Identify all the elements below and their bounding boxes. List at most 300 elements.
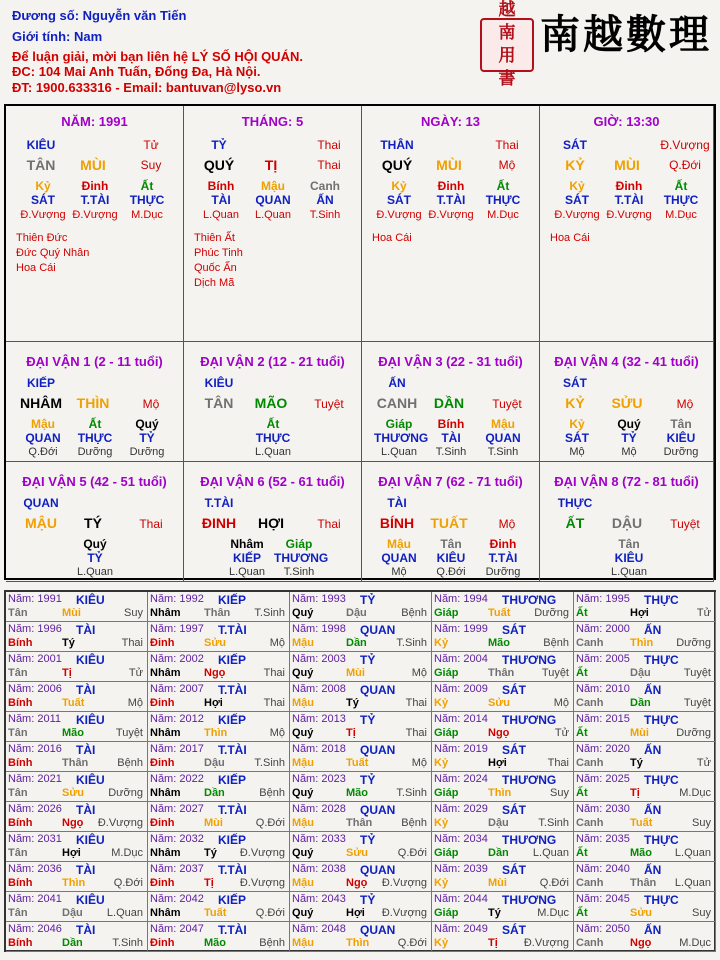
year-label: Năm: 2001	[8, 653, 62, 665]
year-stem: Mậu	[292, 697, 314, 709]
hidden-state: Đ.Vượng	[428, 209, 474, 221]
dai-van-stem: ĐINH	[201, 515, 237, 531]
dv-hidden-state: Mộ	[621, 446, 637, 458]
year-cell	[6, 652, 148, 682]
dv-hidden-stem: Đinh	[489, 537, 517, 551]
year-cell	[574, 712, 716, 742]
pillar-cell	[6, 106, 184, 342]
dai-van-ten-god: QUAN	[23, 496, 59, 510]
year-cell	[290, 922, 432, 952]
year-cell	[148, 622, 290, 652]
year-stem: Đinh	[150, 757, 175, 769]
year-cell	[290, 832, 432, 862]
year-ten-god: ẤN	[644, 923, 662, 937]
stem-state: Tử	[143, 138, 159, 152]
year-branch: Dần	[62, 937, 83, 949]
dai-van-ten-god: ẤN	[388, 376, 406, 390]
year-stem: Kỷ	[434, 697, 449, 709]
year-cell	[574, 892, 716, 922]
year-label: Năm: 2020	[576, 743, 630, 755]
year-branch: Tị	[630, 787, 640, 799]
year-stem: Tân	[8, 847, 28, 859]
hidden-stem: Đinh	[81, 179, 109, 193]
dai-van-stem: NHÂM	[20, 395, 62, 411]
dv-hidden-stem: Giáp	[385, 417, 413, 431]
hidden-ten-god: SÁT	[387, 193, 411, 207]
dv-hidden-state: Dưỡng	[485, 566, 521, 578]
year-state: Thai	[263, 667, 285, 679]
year-cell	[290, 652, 432, 682]
year-ten-god: TÀI	[76, 863, 96, 877]
year-cell	[432, 682, 574, 712]
hidden-state: M.Dục	[665, 209, 697, 221]
year-label: Năm: 1995	[576, 593, 630, 605]
dai-van-branch: SỬU	[611, 395, 643, 411]
year-stem: Đinh	[150, 637, 175, 649]
year-branch: Mão	[62, 727, 84, 739]
year-ten-god: THỰC	[644, 833, 679, 847]
year-state: L.Quan	[106, 907, 143, 919]
year-branch: Hợi	[62, 847, 81, 859]
hidden-stem: Đinh	[615, 179, 643, 193]
year-label: Năm: 2049	[434, 923, 488, 935]
year-stem: Bính	[8, 637, 33, 649]
year-ten-god: KIÊU	[76, 653, 105, 667]
chart-grid	[4, 104, 716, 580]
year-ten-god: QUAN	[360, 923, 396, 937]
hidden-ten-god: SÁT	[31, 193, 55, 207]
year-ten-god: ẤN	[644, 743, 662, 757]
year-branch: Dần	[488, 847, 509, 859]
year-stem: Ất	[576, 607, 588, 619]
year-cell	[432, 742, 574, 772]
year-branch: Mùi	[488, 877, 507, 889]
year-cell	[574, 922, 716, 952]
pillar-cell	[540, 106, 714, 342]
dv-hidden-state: Q.Đới	[28, 446, 58, 458]
year-label: Năm: 1997	[150, 623, 204, 635]
year-stem: Giáp	[434, 607, 459, 619]
year-stem: Mậu	[292, 817, 314, 829]
dv-hidden-state: Dưỡng	[663, 446, 699, 458]
dv-hidden-ten-god: THỰC	[77, 431, 113, 445]
year-stem: Đinh	[150, 877, 175, 889]
dv-hidden-ten-god: KIÊU	[436, 551, 466, 565]
hidden-ten-god: T.TÀI	[614, 193, 644, 207]
dai-van-state: Tuyệt	[314, 397, 344, 411]
branch-state: Q.Đới	[669, 158, 701, 172]
year-branch: Tý	[630, 757, 643, 769]
dv-hidden-stem: Quý	[135, 417, 159, 431]
year-ten-god: THƯƠNG	[502, 713, 557, 727]
dai-van-branch: HỢI	[258, 515, 284, 531]
year-cell	[290, 802, 432, 832]
dai-van-state: Thai	[139, 517, 163, 531]
year-ten-god: SÁT	[502, 863, 526, 877]
year-state: Dưỡng	[676, 637, 711, 649]
year-label: Năm: 1999	[434, 623, 488, 635]
year-state: Suy	[692, 817, 711, 829]
year-ten-god: KIẾP	[218, 653, 247, 667]
seal-stamp: 越 南 用 書	[480, 18, 534, 72]
hidden-ten-god: SÁT	[565, 193, 589, 207]
year-label: Năm: 2029	[434, 803, 488, 815]
year-branch: Tý	[204, 847, 217, 859]
year-ten-god: KIẾP	[218, 773, 247, 787]
year-cell	[6, 622, 148, 652]
dv-hidden-state: Mộ	[569, 446, 585, 458]
year-cell	[148, 832, 290, 862]
dai-van-stem: BÍNH	[379, 515, 415, 531]
year-state: Đ.Vượng	[523, 937, 569, 949]
year-cell	[290, 892, 432, 922]
year-cell	[148, 892, 290, 922]
year-stem: Canh	[576, 937, 604, 949]
year-state: Thai	[263, 697, 285, 709]
dai-van-cell	[6, 342, 184, 462]
dv-hidden-stem: Kỷ	[569, 417, 585, 431]
year-ten-god: THỰC	[644, 893, 679, 907]
year-ten-god: QUAN	[360, 803, 396, 817]
year-cell	[148, 802, 290, 832]
year-branch: Dần	[204, 787, 225, 799]
year-ten-god: KIÊU	[76, 773, 105, 787]
year-ten-god: THỰC	[644, 773, 679, 787]
year-cell	[432, 922, 574, 952]
dv-hidden-stem: Tân	[440, 537, 462, 551]
dai-van-title: ĐẠI VẬN 1 (2 - 11 tuổi)	[26, 354, 163, 369]
dai-van-state: Tuyệt	[492, 397, 522, 411]
year-label: Năm: 2019	[434, 743, 488, 755]
hidden-state: M.Dục	[487, 209, 519, 221]
year-ten-god: T.TÀI	[218, 863, 247, 877]
year-state: Mộ	[411, 667, 427, 679]
special-star: Dịch Mã	[194, 277, 235, 289]
dv-hidden-stem: Ất	[266, 417, 280, 431]
year-ten-god: SÁT	[502, 803, 526, 817]
dai-van-cell	[6, 462, 184, 582]
year-state: Mộ	[269, 727, 285, 739]
year-state: Tuyệt	[115, 727, 143, 739]
year-label: Năm: 2041	[8, 893, 62, 905]
year-cell	[574, 802, 716, 832]
year-stem: Mậu	[292, 877, 314, 889]
year-label: Năm: 2040	[576, 863, 630, 875]
year-ten-god: SÁT	[502, 623, 526, 637]
year-branch: Mùi	[204, 817, 223, 829]
year-ten-god: TỶ	[360, 833, 376, 847]
pillar-cell	[362, 106, 540, 342]
year-state: T.Sinh	[254, 757, 285, 769]
hidden-ten-god: T.TÀI	[80, 193, 110, 207]
heavenly-stem: QUÝ	[381, 157, 413, 173]
year-label: Năm: 2043	[292, 893, 346, 905]
year-label: Năm: 2016	[8, 743, 62, 755]
year-stem: Ất	[576, 907, 588, 919]
year-label: Năm: 2007	[150, 683, 204, 695]
year-branch: Ngọ	[62, 817, 84, 829]
ten-god-stem: THÂN	[380, 138, 414, 152]
year-cell	[574, 862, 716, 892]
year-branch: Thân	[204, 607, 231, 619]
year-state: Mộ	[553, 697, 569, 709]
hidden-ten-god: ẤN	[316, 193, 334, 207]
dai-van-stem: CANH	[376, 395, 418, 411]
year-label: Năm: 2036	[8, 863, 62, 875]
year-cell	[6, 862, 148, 892]
year-ten-god: T.TÀI	[218, 623, 247, 637]
year-ten-god: SÁT	[502, 743, 526, 757]
gender: Giới tính: Nam	[12, 29, 103, 44]
dv-hidden-state: Dưỡng	[77, 446, 113, 458]
year-label: Năm: 2030	[576, 803, 630, 815]
year-cell	[148, 652, 290, 682]
dai-van-title: ĐẠI VẬN 3 (22 - 31 tuổi)	[378, 354, 523, 369]
year-label: Năm: 2006	[8, 683, 62, 695]
year-stem: Kỷ	[434, 877, 449, 889]
year-state: L.Quan	[532, 847, 569, 859]
dv-hidden-ten-god: QUAN	[485, 431, 521, 445]
dai-van-stem: ẤT	[565, 515, 585, 531]
dai-van-branch: DẦN	[433, 395, 465, 411]
dai-van-cell	[362, 342, 540, 462]
dv-hidden-stem: Giáp	[285, 537, 313, 551]
year-branch: Ngọ	[488, 727, 510, 739]
year-cell	[574, 592, 716, 622]
dai-van-state: Mộ	[676, 397, 694, 411]
year-ten-god: TỶ	[360, 773, 376, 787]
year-ten-god: THỰC	[644, 593, 679, 607]
year-cell	[6, 922, 148, 952]
year-state: Suy	[692, 907, 711, 919]
year-ten-god: TÀI	[76, 683, 96, 697]
year-stem: Kỷ	[434, 757, 449, 769]
dai-van-branch: THÌN	[76, 395, 110, 411]
year-label: Năm: 2022	[150, 773, 204, 785]
hidden-state: T.Sinh	[309, 209, 341, 221]
year-cell	[432, 862, 574, 892]
dv-hidden-ten-god: KIẾP	[232, 551, 261, 565]
year-branch: Sửu	[62, 787, 85, 799]
dai-van-stem: TÂN	[204, 395, 234, 411]
year-stem: Tân	[8, 787, 28, 799]
year-branch: Thân	[488, 667, 515, 679]
year-state: Dưỡng	[676, 727, 711, 739]
dv-hidden-stem: Tân	[618, 537, 640, 551]
hidden-stem: Kỷ	[35, 179, 51, 193]
dv-hidden-stem: Nhâm	[230, 537, 264, 551]
dv-hidden-ten-god: TỶ	[621, 431, 637, 445]
year-label: Năm: 2033	[292, 833, 346, 845]
hidden-stem: Bính	[207, 179, 235, 193]
year-state: Mộ	[127, 697, 143, 709]
dai-van-cell	[184, 462, 362, 582]
year-label: Năm: 2039	[434, 863, 488, 875]
year-ten-god: T.TÀI	[218, 743, 247, 757]
year-stem: Ất	[576, 727, 588, 739]
year-label: Năm: 2017	[150, 743, 204, 755]
dai-van-ten-god: KIẾP	[26, 376, 55, 390]
dai-van-state: Mộ	[498, 517, 516, 531]
earthly-branch: MÙI	[614, 157, 640, 173]
year-label: Năm: 2032	[150, 833, 204, 845]
year-state: Q.Đới	[397, 847, 427, 859]
year-label: Năm: 2048	[292, 923, 346, 935]
dv-hidden-ten-god: THƯƠNG	[274, 551, 329, 565]
year-state: Thai	[405, 697, 427, 709]
dai-van-cell	[362, 462, 540, 582]
year-stem: Quý	[292, 727, 314, 739]
year-state: Đ.Vượng	[97, 817, 143, 829]
dv-hidden-stem: Mậu	[387, 537, 411, 551]
hidden-ten-god: TÀI	[211, 193, 231, 207]
year-cell	[290, 772, 432, 802]
heavenly-stem: TÂN	[26, 157, 56, 173]
year-stem: Tân	[8, 727, 28, 739]
year-branch: Tuất	[62, 697, 85, 709]
hidden-stem: Mậu	[261, 179, 285, 193]
year-ten-god: ẤN	[644, 683, 662, 697]
dv-hidden-ten-god: THỰC	[255, 431, 291, 445]
year-branch: Sửu	[630, 907, 653, 919]
year-stem: Quý	[292, 607, 314, 619]
dv-hidden-ten-god: SÁT	[565, 431, 589, 445]
dai-van-ten-god: KIÊU	[204, 376, 234, 390]
year-state: Mộ	[269, 637, 285, 649]
hidden-stem: Đinh	[437, 179, 465, 193]
year-ten-god: QUAN	[360, 863, 396, 877]
year-label: Năm: 1991	[8, 593, 62, 605]
dai-van-ten-god: THỰC	[557, 496, 593, 510]
dai-van-branch: TÝ	[84, 515, 102, 531]
year-label: Năm: 2009	[434, 683, 488, 695]
year-state: Q.Đới	[255, 817, 285, 829]
year-branch: Mão	[630, 847, 652, 859]
year-cell	[432, 832, 574, 862]
stem-state: Thai	[317, 138, 341, 152]
year-ten-god: KIÊU	[76, 593, 105, 607]
dv-hidden-ten-god: TÀI	[441, 431, 461, 445]
year-label: Năm: 2050	[576, 923, 630, 935]
year-state: M.Dục	[679, 937, 711, 949]
dai-van-stem: KỶ	[565, 395, 585, 411]
year-stem: Đinh	[150, 937, 175, 949]
year-branch: Mùi	[630, 727, 649, 739]
year-state: Bệnh	[259, 937, 285, 949]
ten-god-stem: TỶ	[211, 138, 227, 152]
year-ten-god: THƯƠNG	[502, 833, 557, 847]
year-label: Năm: 2012	[150, 713, 204, 725]
year-label: Năm: 2008	[292, 683, 346, 695]
year-branch: Dần	[630, 697, 651, 709]
year-ten-god: TỶ	[360, 893, 376, 907]
hidden-ten-god: THỰC	[663, 193, 699, 207]
year-state: Bệnh	[117, 757, 143, 769]
dai-van-title: ĐẠI VẬN 7 (62 - 71 tuổi)	[378, 474, 523, 489]
year-stem: Mậu	[292, 637, 314, 649]
year-label: Năm: 2035	[576, 833, 630, 845]
year-cell	[6, 742, 148, 772]
year-branch: Tị	[62, 667, 72, 679]
dai-van-state: Mộ	[142, 397, 160, 411]
year-state: M.Dục	[537, 907, 569, 919]
pillar-title: GIỜ: 13:30	[593, 114, 660, 129]
year-cell	[574, 832, 716, 862]
year-ten-god: TÀI	[76, 743, 96, 757]
year-branch: Sửu	[204, 637, 227, 649]
year-state: Đ.Vượng	[381, 877, 427, 889]
year-cell	[432, 592, 574, 622]
dai-van-title: ĐẠI VẬN 6 (52 - 61 tuổi)	[200, 474, 345, 489]
year-label: Năm: 2010	[576, 683, 630, 695]
year-state: Thai	[405, 727, 427, 739]
year-state: Q.Đới	[539, 877, 569, 889]
year-cell	[432, 622, 574, 652]
year-cell	[432, 652, 574, 682]
year-state: T.Sinh	[538, 817, 569, 829]
stem-state: Thai	[495, 138, 519, 152]
dai-van-ten-god: TÀI	[387, 496, 407, 510]
year-stem: Canh	[576, 637, 604, 649]
year-cell	[290, 622, 432, 652]
year-branch: Hợi	[488, 757, 507, 769]
year-ten-god: KIẾP	[218, 713, 247, 727]
year-label: Năm: 2018	[292, 743, 346, 755]
dai-van-branch: TUẤT	[430, 515, 468, 531]
dai-van-title: ĐẠI VẬN 4 (32 - 41 tuổi)	[554, 354, 699, 369]
year-branch: Dần	[346, 637, 367, 649]
year-state: Đ.Vượng	[381, 907, 427, 919]
year-branch: Thân	[62, 757, 89, 769]
year-branch: Ngọ	[346, 877, 368, 889]
year-state: Dưỡng	[534, 607, 569, 619]
year-stem: Bính	[8, 877, 33, 889]
year-stem: Quý	[292, 847, 314, 859]
year-stem: Ất	[576, 787, 588, 799]
year-stem: Nhâm	[150, 787, 181, 799]
address: ĐC: 104 Mai Anh Tuấn, Đống Đa, Hà Nội.	[12, 64, 261, 79]
year-ten-god: KIẾP	[218, 833, 247, 847]
year-ten-god: T.TÀI	[218, 923, 247, 937]
year-label: Năm: 2024	[434, 773, 488, 785]
year-stem: Bính	[8, 817, 33, 829]
year-state: Q.Đới	[397, 937, 427, 949]
year-state: Tuyệt	[541, 667, 569, 679]
year-stem: Bính	[8, 937, 33, 949]
year-state: T.Sinh	[396, 787, 427, 799]
year-stem: Tân	[8, 607, 28, 619]
special-star: Đức Quý Nhân	[16, 247, 90, 259]
year-state: Tử	[554, 727, 569, 739]
dv-hidden-state: L.Quan	[228, 566, 266, 578]
dv-hidden-stem: Bính	[437, 417, 465, 431]
earthly-branch: MÙI	[80, 157, 106, 173]
stem-state: Đ.Vượng	[660, 138, 710, 152]
year-stem: Nhâm	[150, 907, 181, 919]
year-ten-god: THƯƠNG	[502, 893, 557, 907]
hidden-ten-god: THỰC	[485, 193, 521, 207]
year-ten-god: T.TÀI	[218, 803, 247, 817]
year-state: Tử	[696, 757, 711, 769]
year-stem: Giáp	[434, 667, 459, 679]
year-stem: Ất	[576, 667, 588, 679]
year-label: Năm: 2015	[576, 713, 630, 725]
year-label: Năm: 2023	[292, 773, 346, 785]
year-stem: Nhâm	[150, 607, 181, 619]
dv-hidden-state: Dưỡng	[129, 446, 165, 458]
special-star: Hoa Cái	[372, 232, 412, 244]
year-label: Năm: 2044	[434, 893, 488, 905]
